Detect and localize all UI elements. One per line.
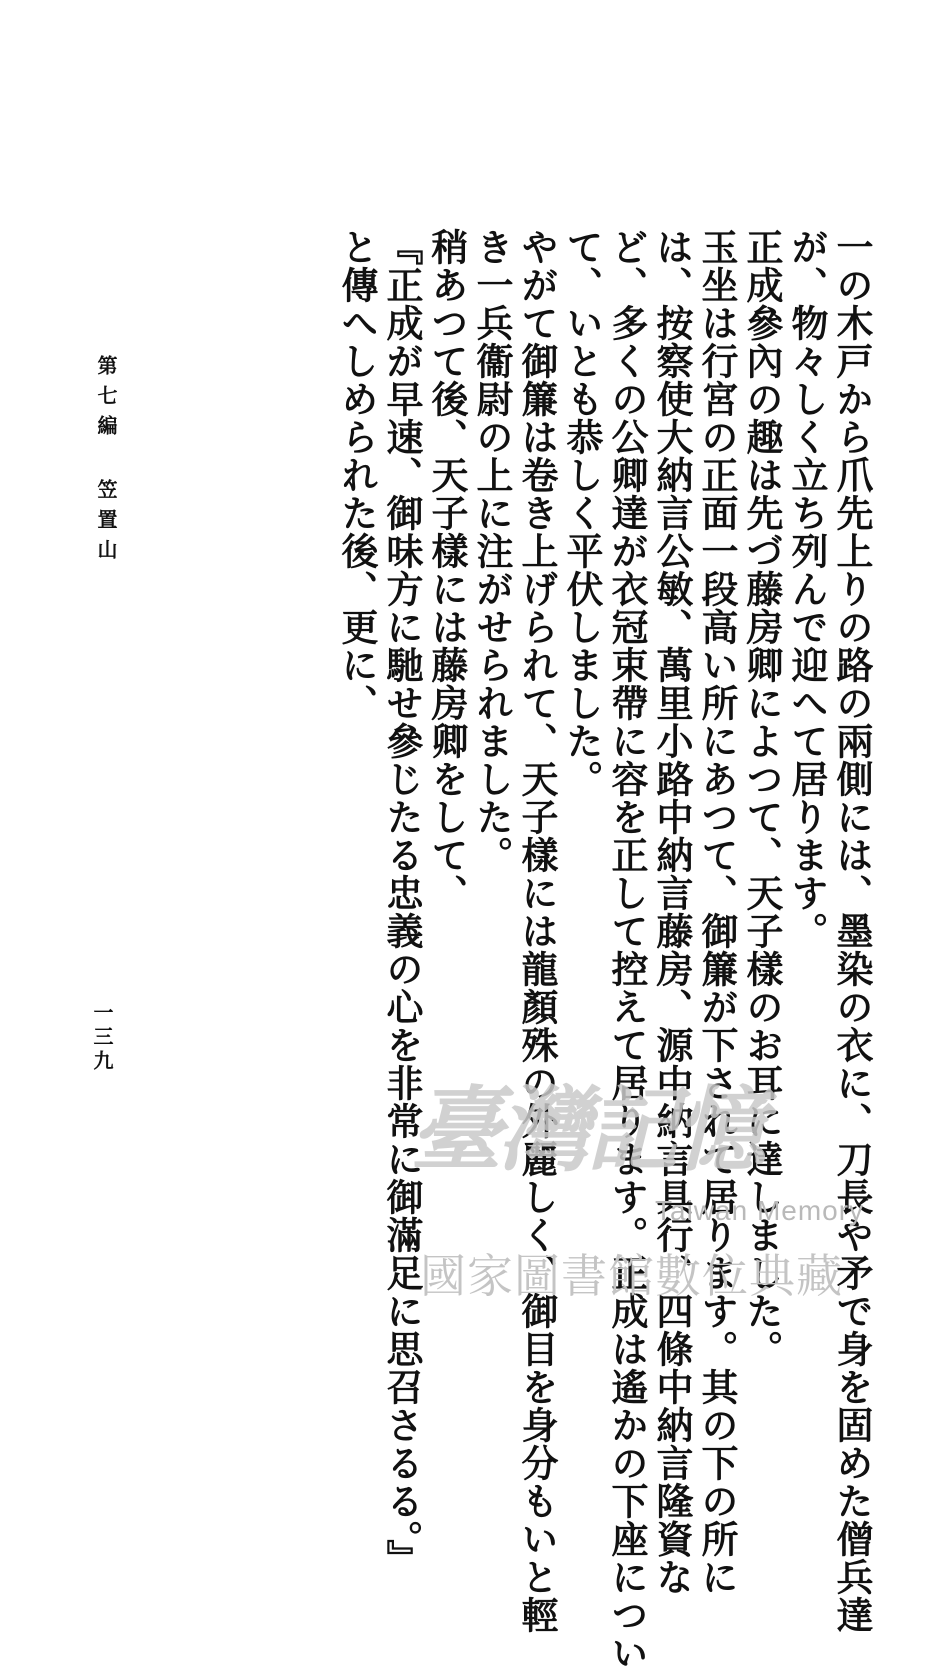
text-line-4: 玉坐は行宮の正面一段高い所にあつて、御簾が下されて居ります。其の下の所に (695, 228, 739, 1596)
text-line-10: 稍あつて後、天子樣には藤房卿をして、 (425, 228, 469, 912)
running-head: 第七編 笠置山 (94, 355, 118, 569)
page-number: 一三九 (90, 1002, 114, 1074)
text-line-2: が、物々しく立ち列んで迎へて居ります。 (785, 228, 829, 950)
text-line-5: は、按察使大納言公敏、萬里小路中納言藤房、源中納言具行、四條中納言隆資な (650, 228, 694, 1596)
text-line-12: と傳へしめられた後、更に、 (335, 228, 379, 722)
text-line-11: 『正成が早速、御味方に馳せ參じたる忠義の心を非常に御滿足に思召さるる。』 (380, 228, 424, 1578)
watermark-chinese: 國家圖書館數位典藏 (420, 1249, 843, 1303)
watermark-logo: 臺灣記憶 (410, 1076, 763, 1184)
watermark-english: Taiwan Memory (655, 1195, 865, 1226)
text-line-1: 一の木戸から爪先上りの路の兩側には、墨染の衣に、刀長や矛で身を固めた僧兵達 (830, 228, 874, 1634)
text-line-3: 正成參內の趣は先づ藤房卿によつて、天子樣のお耳に達しました。 (740, 228, 784, 1368)
text-line-6: ど、多くの公卿達が衣冠束帶に容を正して控えて居ります。正成は遙かの下座につい (605, 228, 649, 1672)
text-line-7: て、いとも恭しく平伏しました。 (560, 228, 604, 798)
text-line-8: やがて御簾は卷き上げられて、天子樣には龍顏殊の外麗しく、御目を身分もいと輕 (515, 228, 559, 1634)
text-line-9: き一兵衞尉の上に注がせられました。 (470, 228, 514, 874)
